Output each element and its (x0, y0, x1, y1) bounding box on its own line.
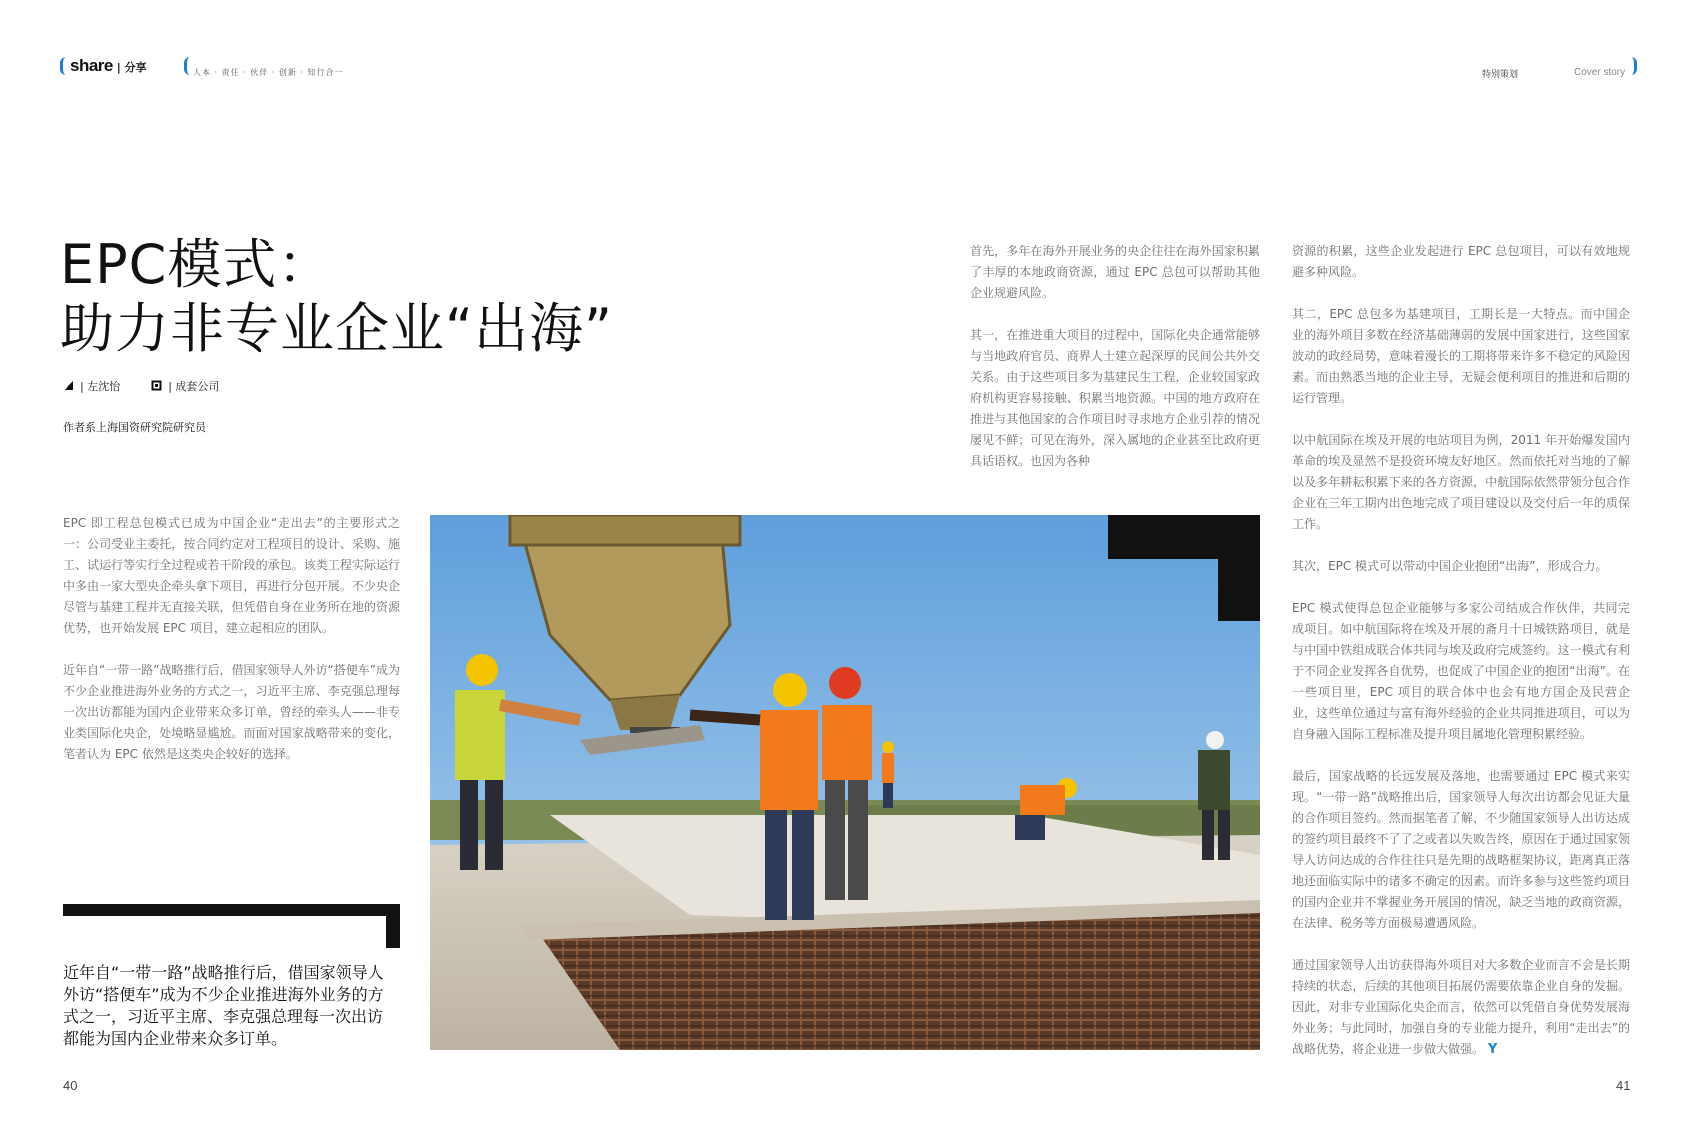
photo-corner-bracket-side (1218, 515, 1260, 621)
worker-right (1198, 731, 1230, 860)
author-note: 作者系上海国资研究院研究员 (63, 421, 206, 434)
page-number-left: 40 (63, 1078, 78, 1093)
pullquote-bracket-tail (386, 904, 400, 948)
author-name: 左沈怡 (87, 380, 121, 393)
photo-credit: 成套公司 (175, 380, 220, 393)
camera-icon (151, 380, 162, 391)
title-line-1: EPC模式： (60, 233, 333, 296)
end-mark-icon: Y (1487, 1042, 1498, 1057)
header-bracket-left-icon (60, 57, 69, 75)
magazine-slogan: 人本 · 责任 · 伙伴 · 创新 · 知行合一 (193, 68, 344, 77)
col4-paragraph-7 (1292, 955, 1630, 1060)
magazine-brand (70, 56, 147, 76)
column-3 (970, 241, 1260, 493)
section-name-cn: 特别策划 (1482, 70, 1519, 80)
brand-name: share (70, 56, 113, 75)
col4-paragraph-3: 以中航国际在埃及开展的电站项目为例，2011 年开始爆发国内革命的埃及显然不是投资环境友好地区。然而依托对当地的了解以及多年耕耘积累下来的各方资源，中航国际依然带领分包合作企业在三年工期内出色地完成了项目建设以及交付后一年的质保工作。 (1292, 433, 1630, 531)
slogan-bracket-icon (184, 57, 193, 75)
col4-paragraph-6: 最后，国家战略的长远发展及落地，也需要通过 EPC 模式来实现。“一带一路”战略推出后，国家领导人每次出访都会见证大量的合作项目签约。然而据笔者了解，不少随国家领导人出访达成的签约项目最终不了了之或者以失败告终，原因在于通过国家领导人访问达成的合作往往只是先期的战略框架协议，距离真正落地还面临实际中的诸多不确定的因素。而许多参与这些签约项目的国内企业并不掌握业务开展国的情况，缺乏当地的政商资源，在法律、税务等方面极易遭遇风险。 (1292, 769, 1630, 930)
pullquote-bracket (63, 904, 400, 916)
byline: | 左沈怡 | 成套公司 (63, 378, 219, 394)
construction-photo (430, 515, 1260, 1050)
brand-cn-label: 分享 (124, 61, 147, 74)
construction-scene-illustration (430, 515, 1260, 1050)
pullquote: 近年自“一带一路”战略推行后，借国家领导人外访“搭便车”成为不少企业推进海外业务的方式之一，习近平主席、李克强总理每一次出访都能为国内企业带来众多订单。 (63, 963, 384, 1048)
col4-paragraph-7-text: 通过国家领导人出访获得海外项目对大多数企业而言不会是长期持续的状态，后续的其他项目拓展仍需要依靠企业自身的发掘。因此，对非专业国际化央企而言，依然可以凭借自身优势发展海外业务；与此同时，加强自身的专业能力提升，利用“走出去”的战略优势，将企业进一步做大做强。 (1292, 958, 1630, 1056)
col1-paragraph-2: 近年自“一带一路”战略推行后，借国家领导人外访“搭便车”成为不少企业推进海外业务的方式之一，习近平主席、李克强总理每一次出访都能为国内企业带来众多订单，曾经的牵头人——非专业类国际化央企，处境略显尴尬。而面对国家战略带来的变化，笔者认为 EPC 依然是这类央企较好的选择。 (63, 663, 400, 761)
section-name-en: Cover story (1574, 67, 1626, 78)
worker-far-1 (882, 741, 894, 808)
col4-paragraph-1: 资源的积累，这些企业发起进行 EPC 总包项目，可以有效地规避多种风险。 (1292, 244, 1630, 279)
col3-paragraph-1: 首先，多年在海外开展业务的央企往往在海外国家积累了丰厚的本地政商资源，通过 EPC 总包可以帮助其他企业规避风险。 (970, 244, 1260, 300)
header-bracket-right-icon (1628, 57, 1637, 75)
col4-paragraph-5: EPC 模式使得总包企业能够与多家公司结成合作伙伴，共同完成项目。如中航国际将在埃及开展的斋月十日城铁路项目，就是与中国中铁组成联合体共同与埃及政府完成签约。这一模式有利于不同企业发挥各自优势，也促成了中国企业的抱团“出海”。在一些项目里，EPC 项目的联合体中也会有地方国企及民营企业，这些单位通过与富有海外经验的企业共同推进项目，可以为自身融入国际工程标准及提升项目属地化管理积累经验。 (1292, 601, 1630, 741)
article-title (60, 233, 860, 361)
col3-paragraph-2: 其一，在推进重大项目的过程中，国际化央企通常能够与当地政府官员、商界人士建立起深厚的民间公共外交关系。由于这些项目多为基建民生工程，企业较国家政府机构更容易接触、积累当地资源。中国的地方政府在推进与其他国家的合作项目时寻求地方企业引荐的情况屡见不鲜；可见在海外，深入属地的企业甚至比政府更具话语权。也因为各种 (970, 328, 1260, 468)
col1-paragraph-1: EPC 即工程总包模式已成为中国企业“走出去”的主要形式之一：公司受业主委托，按合同约定对工程项目的设计、采购、施工、试运行等实行全过程或若干阶段的承包。该类工程实际运行中多由一家大型央企牵头拿下项目，再进行分包开展。不少央企尽管与基建工程并无直接关联，但凭借自身在业务所在地的资源优势，也开始发展 EPC 项目，建立起相应的团队。 (63, 516, 400, 635)
title-line-2: 助力非专业企业“出海” (60, 297, 613, 360)
pen-icon (63, 380, 74, 391)
brand-cn: | 分享 (112, 61, 147, 74)
column-1 (63, 513, 400, 786)
column-4 (1292, 241, 1630, 1081)
col4-paragraph-4: 其次，EPC 模式可以带动中国企业抱团“出海”，形成合力。 (1292, 559, 1608, 573)
page-number-right: 41 (1616, 1078, 1631, 1093)
col4-paragraph-2: 其二，EPC 总包多为基建项目，工期长是一大特点。而中国企业的海外项目多数在经济基础薄弱的发展中国家进行，这些国家波动的政经局势，意味着漫长的工期将带来许多不稳定的风险因素。而由熟悉当地的企业主导，无疑会便利项目的推进和后期的运行管理。 (1292, 307, 1630, 405)
